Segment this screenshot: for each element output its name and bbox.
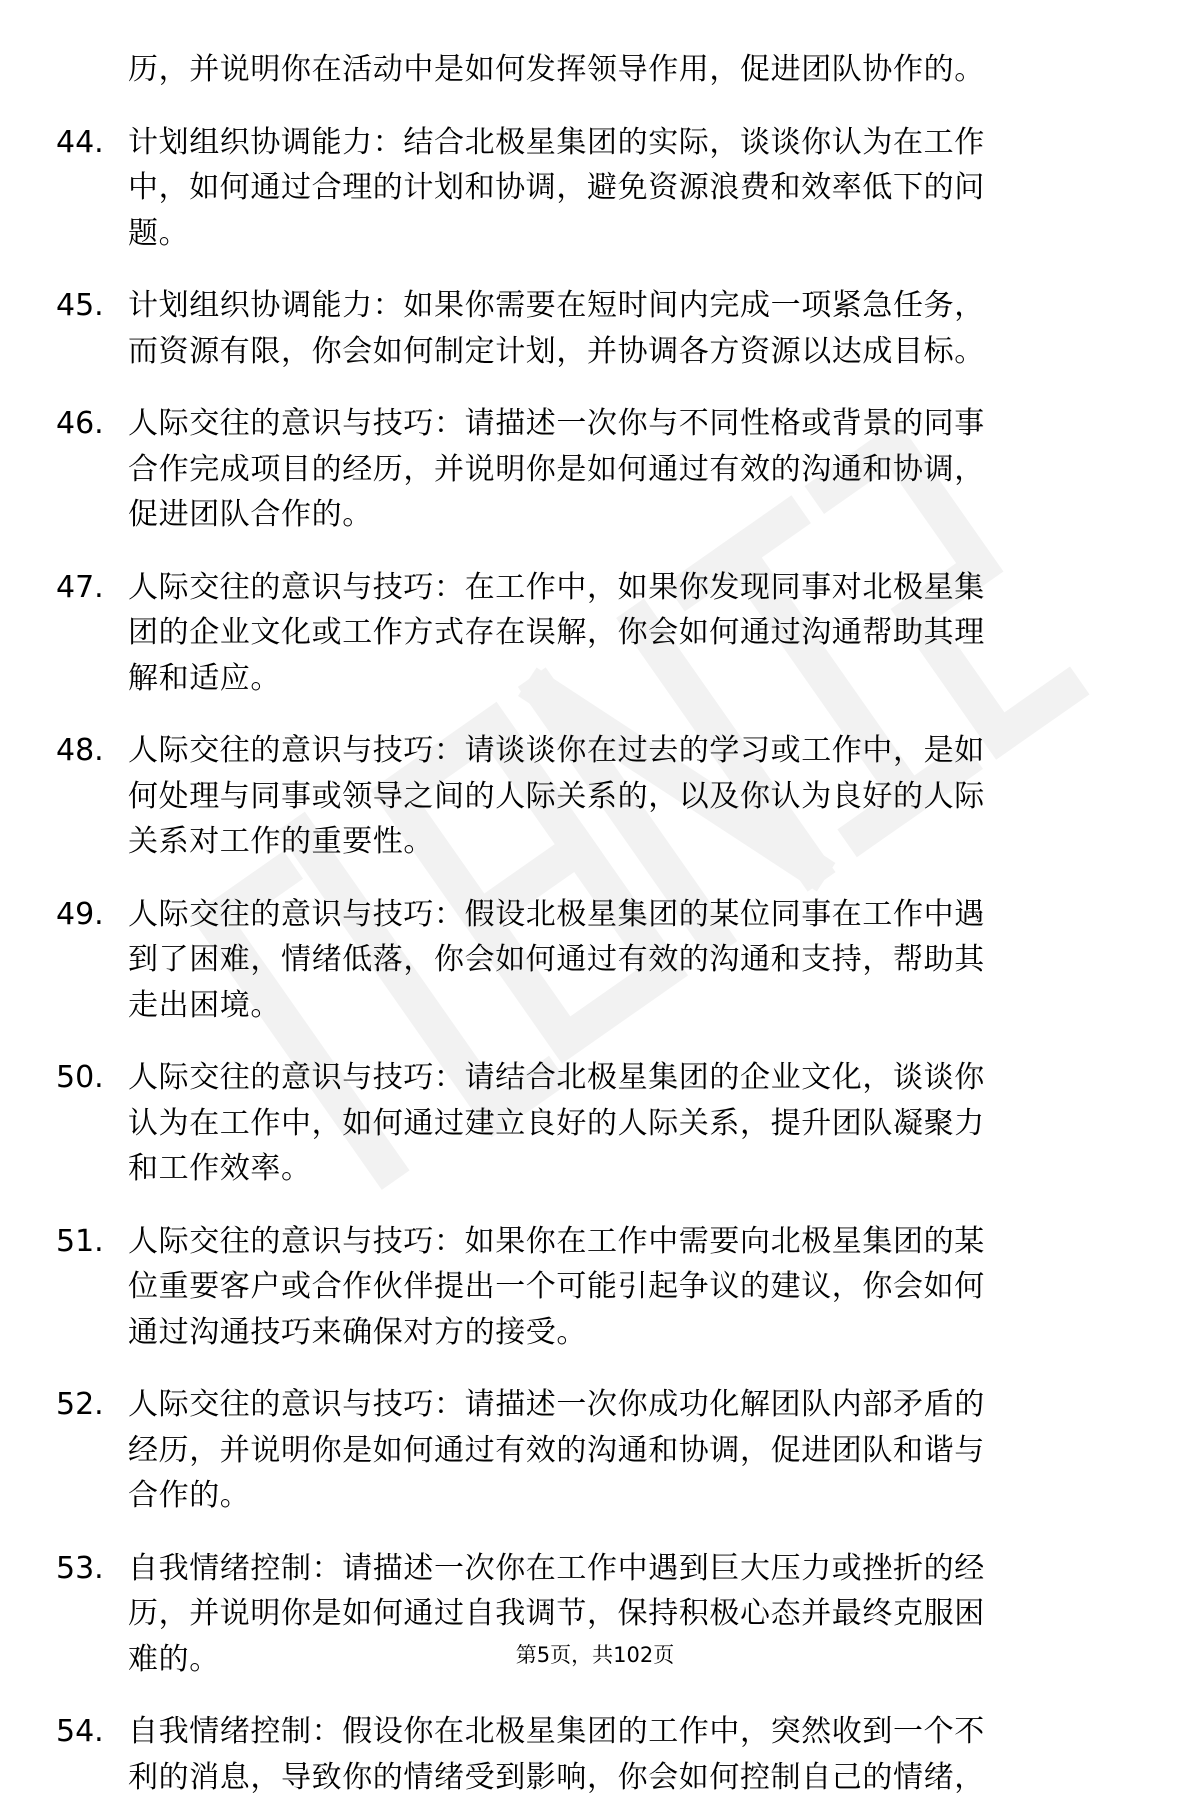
question-text-line: 人际交往的意识与技巧：在工作中，如果你发现同事对北极星集 <box>128 569 985 605</box>
question-text-line: 何处理与同事或领导之间的人际关系的，以及你认为良好的人际 <box>128 778 985 814</box>
question-number: 44. <box>56 124 104 160</box>
question-text-line: 人际交往的意识与技巧：假设北极星集团的某位同事在工作中遇 <box>128 896 985 932</box>
question-text-line: 促进团队合作的。 <box>128 497 373 532</box>
question-text-line: 人际交往的意识与技巧：如果你在工作中需要向北极星集团的某 <box>128 1223 985 1259</box>
question-text-line: 自我情绪控制：假设你在北极星集团的工作中，突然收到一个不 <box>128 1714 985 1749</box>
question-number: 50. <box>56 1060 104 1095</box>
question-text-line: 通过沟通技巧来确保对方的接受。 <box>128 1314 587 1350</box>
question-number: 45. <box>56 288 104 323</box>
question-text-line: 自我情绪控制：请描述一次你在工作中遇到巨大压力或挫折的经 <box>128 1550 985 1586</box>
question-text-line: 解和适应。 <box>128 660 281 696</box>
question-text-line: 人际交往的意识与技巧：请描述一次你成功化解团队内部矛盾的 <box>128 1387 985 1422</box>
question-text-line: 认为在工作中，如何通过建立良好的人际关系，提升团队凝聚力 <box>128 1105 985 1141</box>
question-text-line: 团的企业文化或工作方式存在误解，你会如何通过沟通帮助其理 <box>128 615 985 650</box>
question-text-line: 和工作效率。 <box>128 1151 312 1186</box>
question-text-line: 经历，并说明你是如何通过有效的沟通和协调，促进团队和谐与 <box>128 1432 985 1468</box>
question-number: 49. <box>56 896 104 932</box>
question-number: 53. <box>56 1550 104 1586</box>
page-number: 第5页，共102页 <box>515 1643 675 1667</box>
question-text-line: 计划组织协调能力：如果你需要在短时间内完成一项紧急任务， <box>128 288 985 323</box>
question-text-line: 中，如何通过合理的计划和协调，避免资源浪费和效率低下的问 <box>128 170 985 205</box>
question-text-line: 合作完成项目的经历，并说明你是如何通过有效的沟通和协调， <box>128 451 985 487</box>
question-number: 51. <box>56 1223 104 1259</box>
question-text-line: 人际交往的意识与技巧：请谈谈你在过去的学习或工作中，是如 <box>128 733 985 768</box>
question-number: 52. <box>56 1387 104 1422</box>
question-text-line: 位重要客户或合作伙伴提出一个可能引起争议的建议，你会如何 <box>128 1269 985 1304</box>
question-text-line: 利的消息，导致你的情绪受到影响，你会如何控制自己的情绪， <box>128 1759 985 1795</box>
question-text-line: 走出困境。 <box>128 987 281 1023</box>
question-number: 54. <box>56 1714 104 1749</box>
question-text-line: 而资源有限，你会如何制定计划，并协调各方资源以达成目标。 <box>128 333 985 369</box>
question-text-line: 关系对工作的重要性。 <box>128 824 434 859</box>
question-text-line: 人际交往的意识与技巧：请结合北极星集团的企业文化，谈谈你 <box>128 1060 985 1095</box>
question-text-line: 难的。 <box>128 1641 220 1677</box>
continuation-text-line: 历，并说明你在活动中是如何发挥领导作用，促进团队协作的。 <box>128 52 985 87</box>
question-text-line: 历，并说明你是如何通过自我调节，保持积极心态并最终克服困 <box>128 1596 985 1631</box>
question-number: 46. <box>56 406 104 441</box>
question-text-line: 人际交往的意识与技巧：请描述一次你与不同性格或背景的同事 <box>128 406 985 441</box>
question-number: 48. <box>56 733 104 768</box>
question-text-line: 到了困难，情绪低落，你会如何通过有效的沟通和支持，帮助其 <box>128 942 985 977</box>
question-text-line: 题。 <box>128 215 190 251</box>
question-text-line: 计划组织协调能力：结合北极星集团的实际，谈谈你认为在工作 <box>128 124 985 160</box>
question-number: 47. <box>56 569 104 605</box>
question-text-line: 合作的。 <box>128 1478 251 1513</box>
